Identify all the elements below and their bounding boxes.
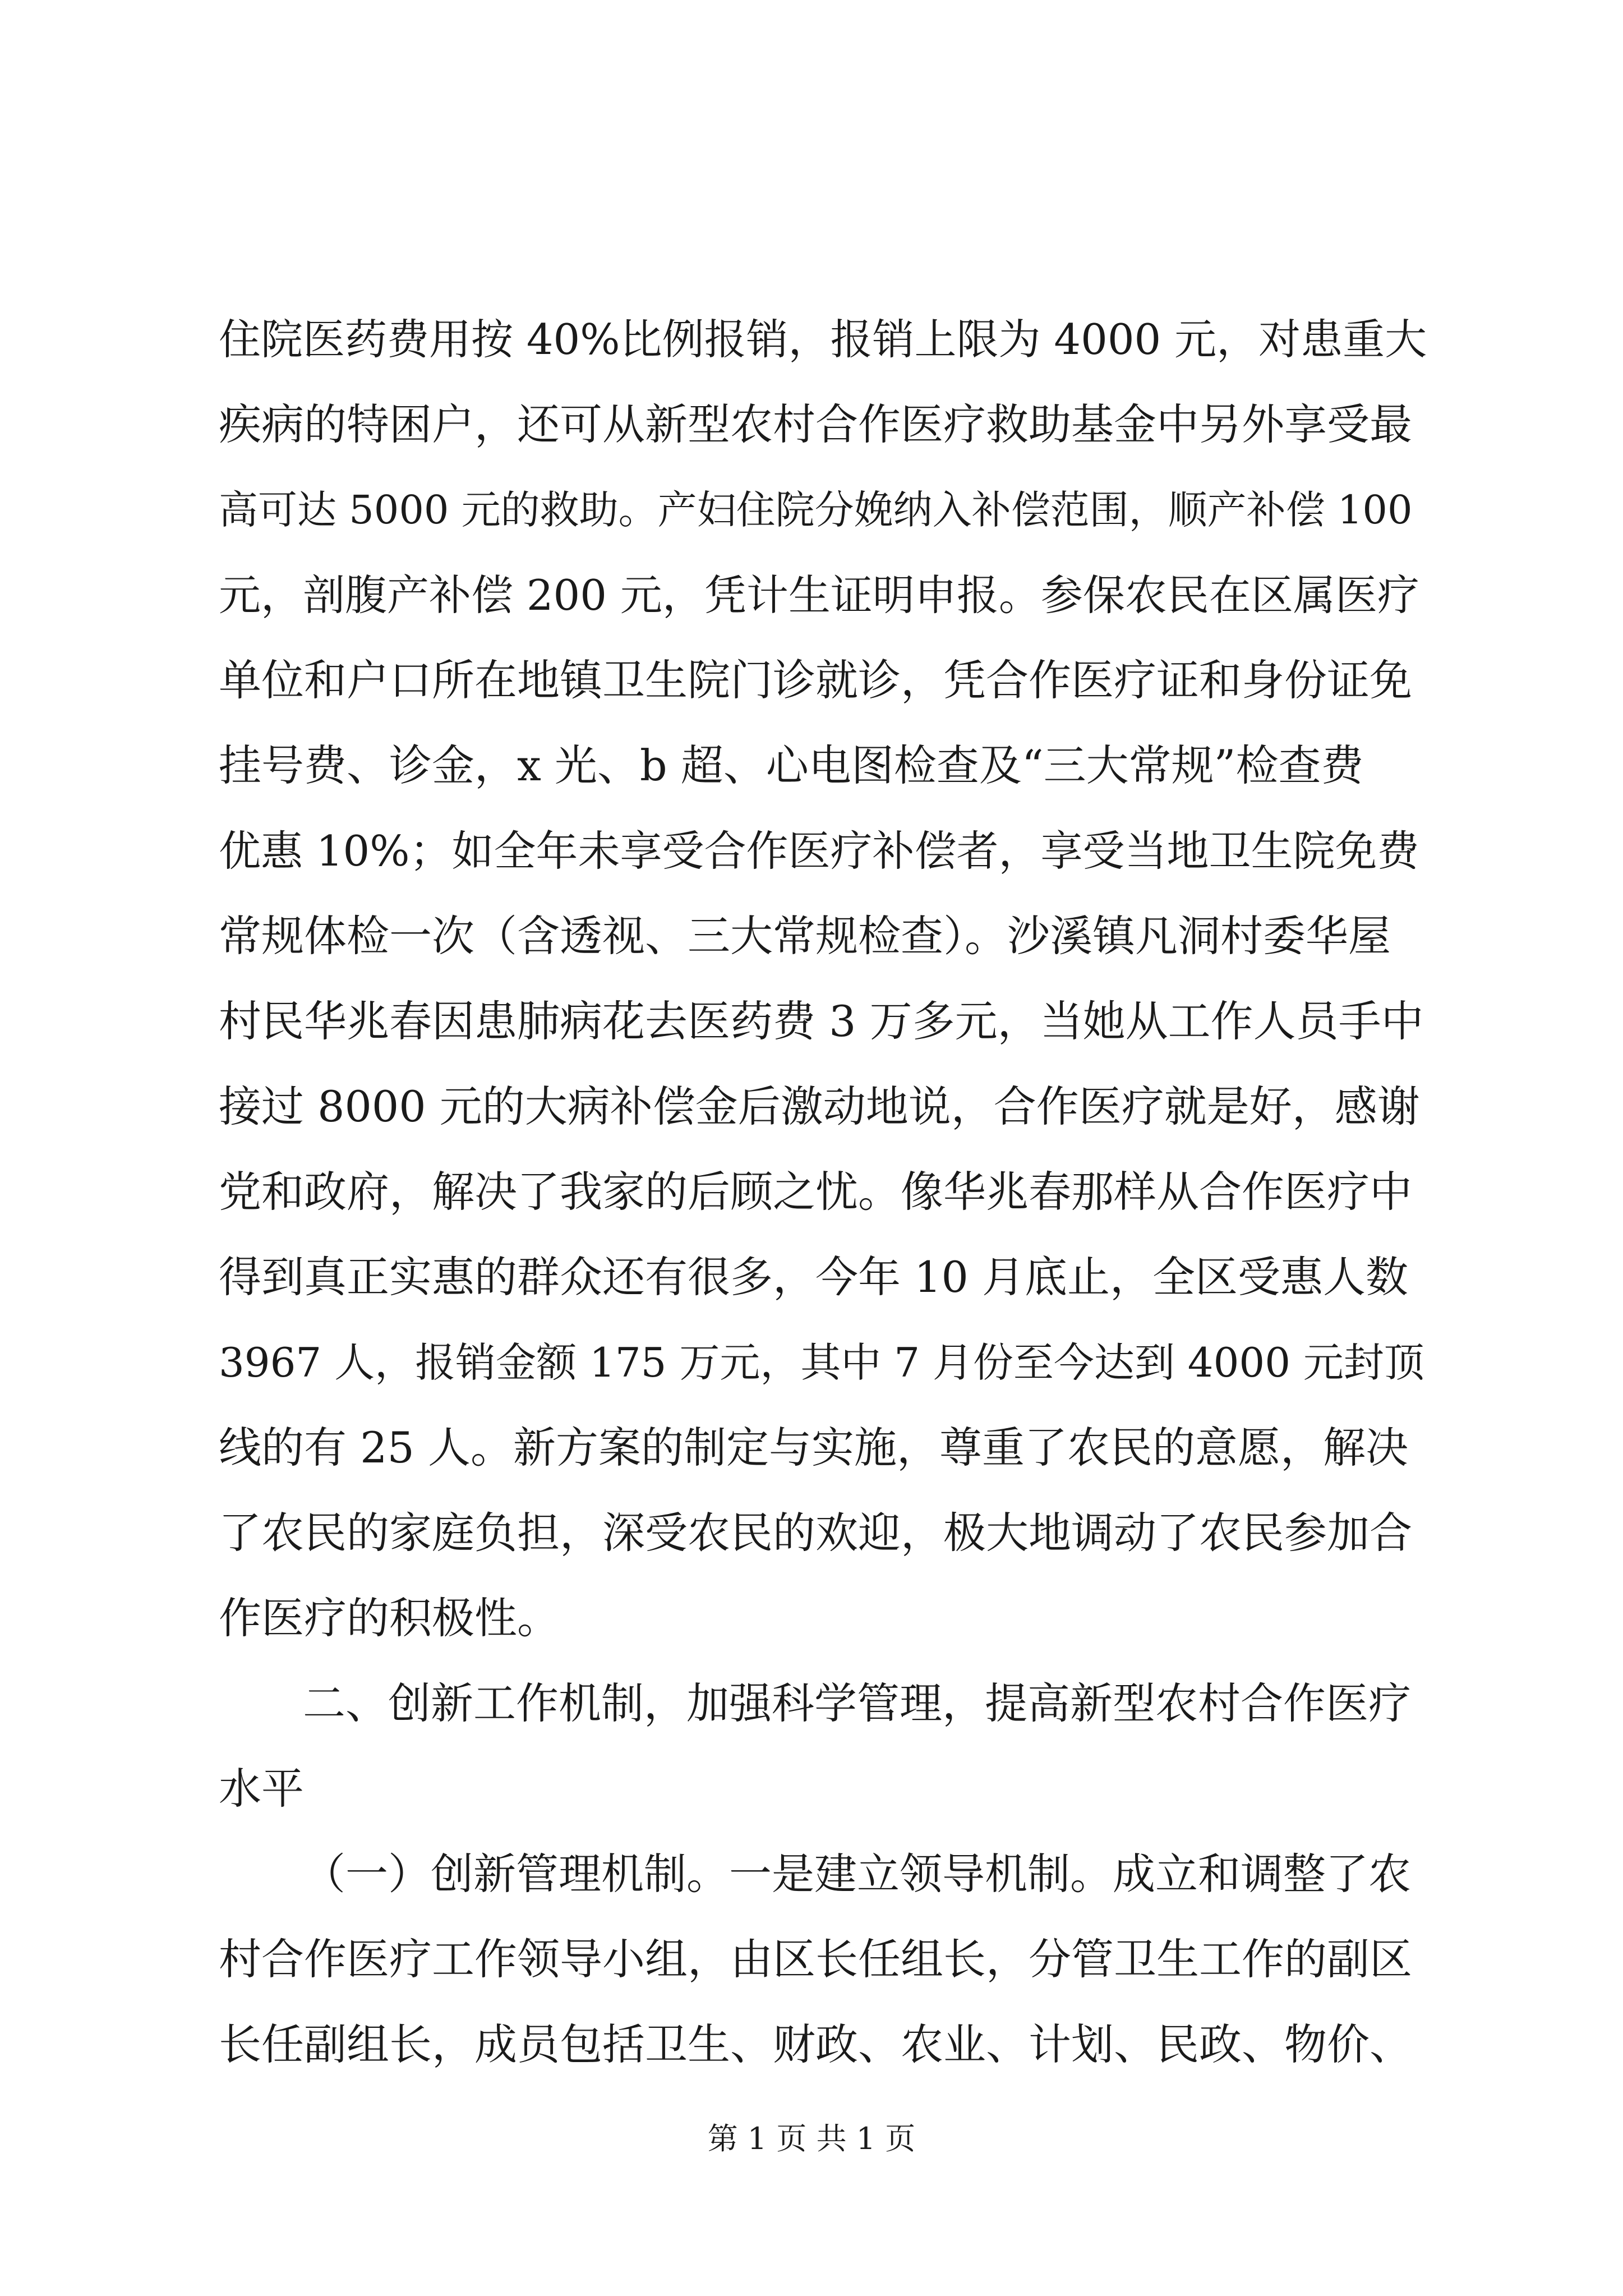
body-text-line: 作医疗的积极性。 [219, 1593, 560, 1643]
body-text-line: 党和政府，解决了我家的后顾之忧。像华兆春那样从合作医疗中 [219, 1167, 1412, 1217]
body-text-line: 3967 人，报销金额 175 万元，其中 7 月份至今达到 4000 元封顶 [219, 1339, 1424, 1386]
body-text-line: 住院医药费用按 40%比例报销，报销上限为 4000 元，对患重大 [219, 315, 1427, 364]
body-text-line: 挂号费、诊金，x 光、b 超、心电图检查及“三大常规”检查费 [219, 740, 1364, 790]
section-heading-line: 水平 [219, 1764, 304, 1814]
body-text-line: 常规体检一次（含透视、三大常规检查）。沙溪镇凡洞村委华屋 [219, 911, 1391, 961]
body-text-line: 接过 8000 元的大病补偿金后激动地说，合作医疗就是好，感谢 [219, 1082, 1420, 1131]
body-text-line: 元，剖腹产补偿 200 元，凭计生证明申报。参保农民在区属医疗 [219, 570, 1419, 620]
body-text-line: 得到真正实惠的群众还有很多，今年 10 月底止，全区受惠人数 [219, 1252, 1409, 1302]
body-text-line: 优惠 10%；如全年未享受合作医疗补偿者，享受当地卫生院免费 [219, 826, 1419, 876]
body-text-line: 长任副组长，成员包括卫生、财政、农业、计划、民政、物价、 [219, 2019, 1412, 2069]
body-text-line: 高可达 5000 元的救助。产妇住院分娩纳入补偿范围，顺产补偿 100 [219, 487, 1413, 533]
body-text-line: 村合作医疗工作领导小组，由区长任组长，分管卫生工作的副区 [219, 1934, 1412, 1984]
body-text-line: 村民华兆春因患肺病花去医药费 3 万多元，当她从工作人员手中 [219, 996, 1424, 1046]
section-heading-line: 二、创新工作机制，加强科学管理，提高新型农村合作医疗 [303, 1678, 1411, 1728]
body-text-line: 疾病的特困户，还可从新型农村合作医疗救助基金中另外享受最 [219, 399, 1412, 449]
page-footer: 第 1 页 共 1 页 [707, 2121, 916, 2156]
body-text-line: 线的有 25 人。新方案的制定与实施，尊重了农民的意愿，解决 [219, 1423, 1409, 1473]
body-text-line: 了农民的家庭负担，深受农民的欢迎，极大地调动了农民参加合 [219, 1508, 1412, 1558]
body-text-line: 单位和户口所在地镇卫生院门诊就诊，凭合作医疗证和身份证免 [219, 655, 1412, 705]
body-text-line: （一）创新管理机制。一是建立领导机制。成立和调整了农 [303, 1849, 1411, 1899]
